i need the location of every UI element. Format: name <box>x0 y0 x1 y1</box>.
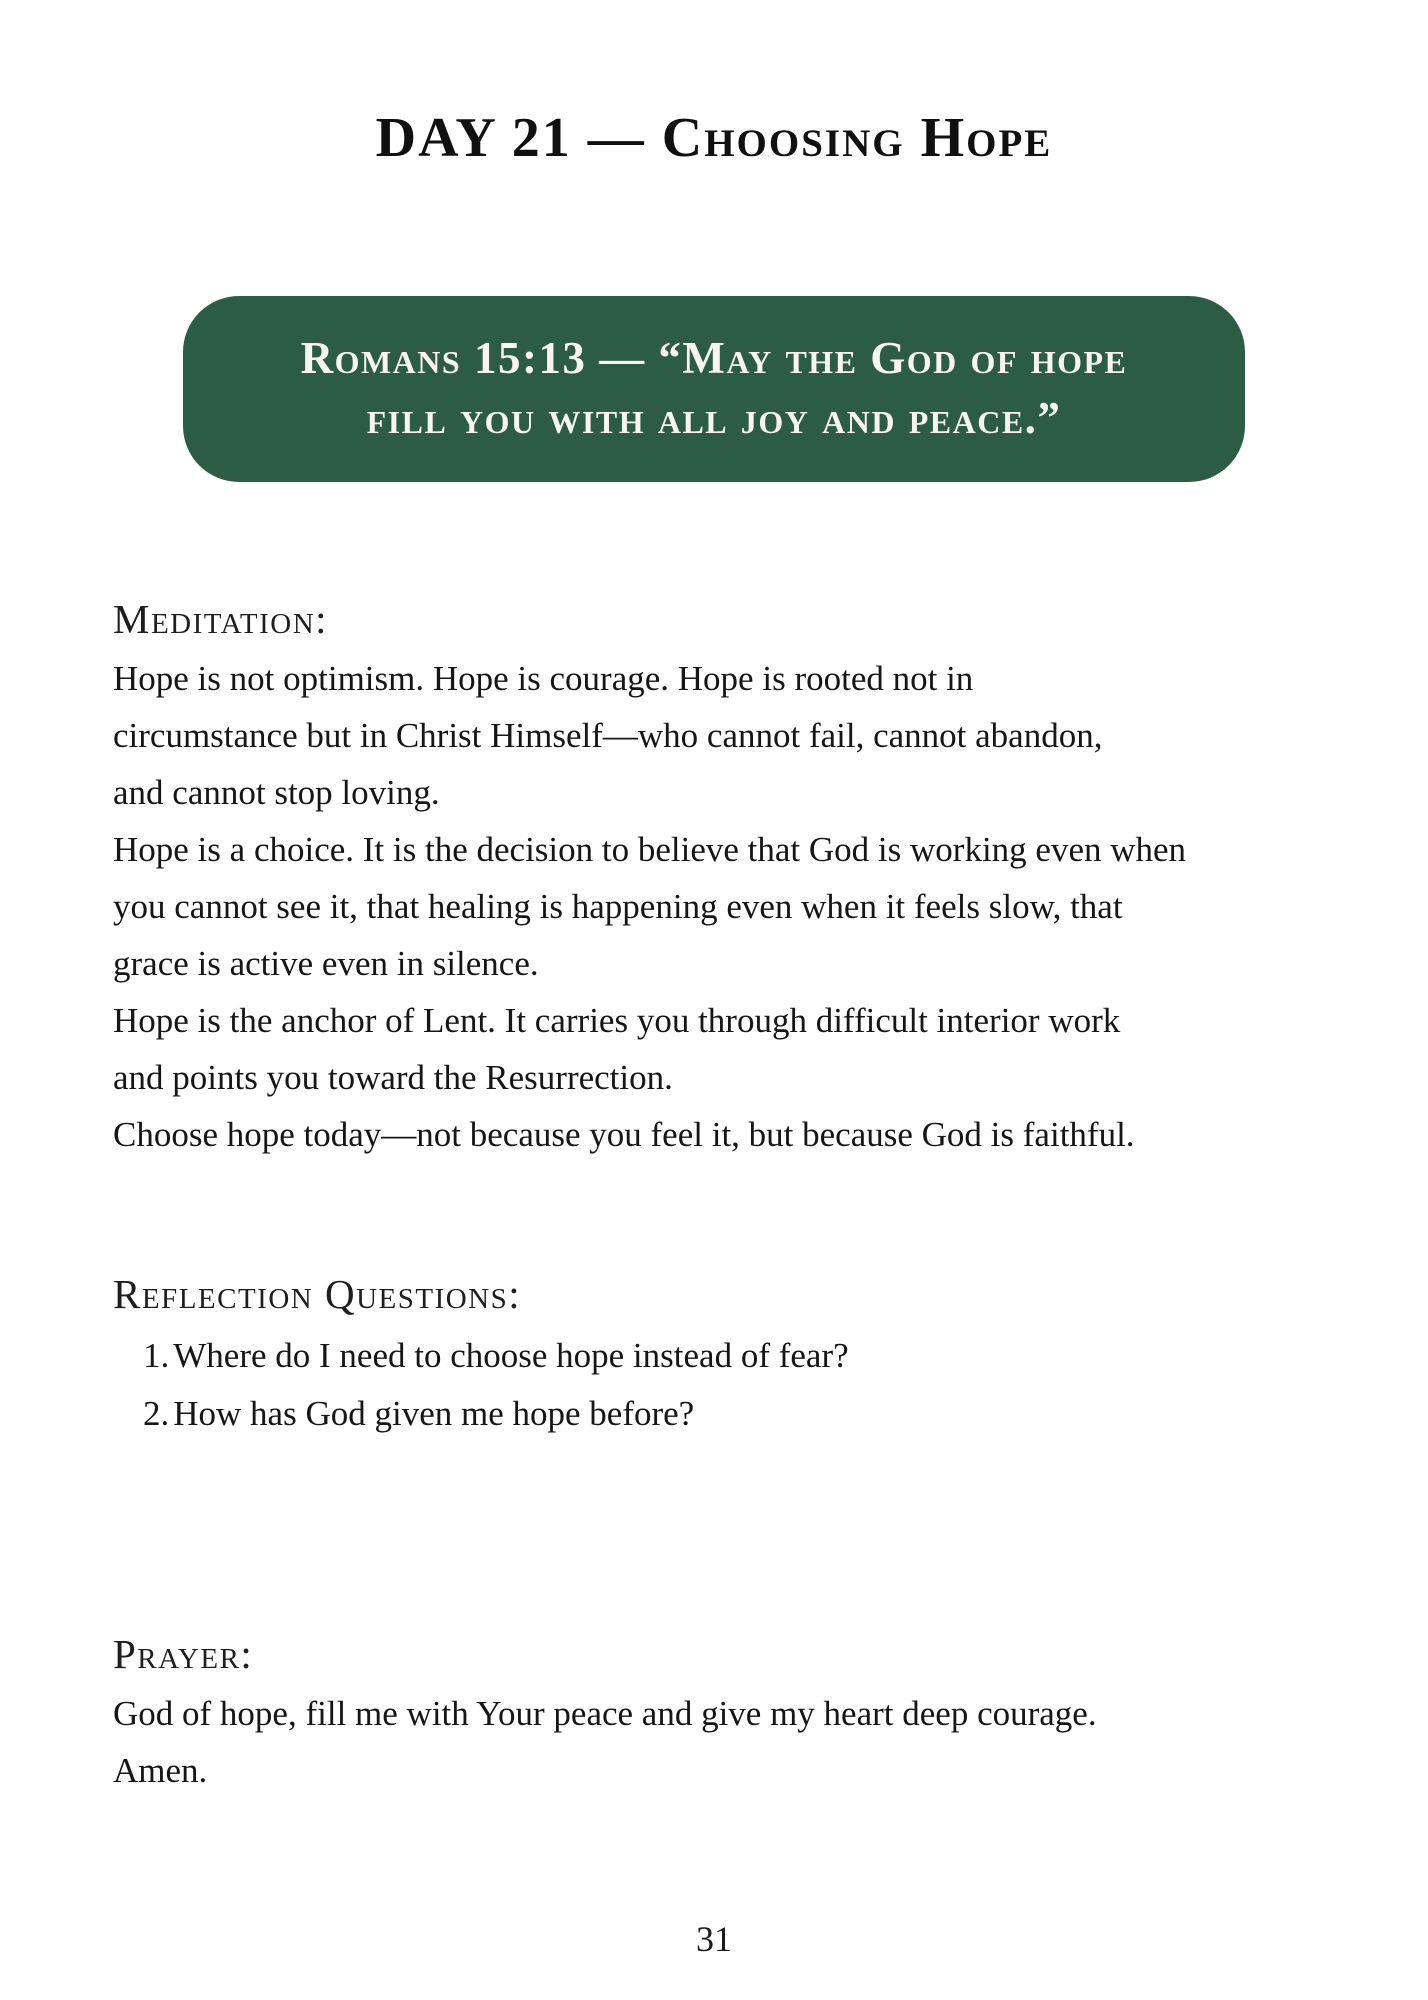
prayer-body <box>113 1685 1315 1799</box>
reflection-questions-heading: Reflection Questions: <box>113 1271 522 1317</box>
scripture-banner <box>183 296 1245 482</box>
meditation-line: grace is active even in silence. <box>113 944 539 983</box>
meditation-heading: Meditation: <box>113 596 329 642</box>
meditation-line: you cannot see it, that healing is happening even when it feels slow, that <box>113 887 1123 926</box>
prayer-line: Amen. <box>113 1751 208 1790</box>
reflection-section <box>113 1269 1315 1443</box>
meditation-line: Hope is not optimism. Hope is courage. Hope is rooted not in <box>113 659 974 698</box>
meditation-body <box>113 650 1315 1163</box>
prayer-heading: Prayer: <box>113 1631 254 1677</box>
meditation-line: Choose hope today—not because you feel it, but because God is faithful. <box>113 1115 1135 1154</box>
prayer-line: God of hope, fill me with Your peace and give my heart deep courage. <box>113 1694 1097 1733</box>
question-number: 2. <box>143 1394 170 1433</box>
meditation-line: and cannot stop loving. <box>113 773 440 812</box>
meditation-line: Hope is a choice. It is the decision to believe that God is working even when <box>113 830 1187 869</box>
question-text: Where do I need to choose hope instead of fear? <box>173 1336 849 1375</box>
question-text: How has God given me hope before? <box>173 1394 695 1433</box>
question-item <box>143 1327 1315 1385</box>
page-number: 31 <box>696 1919 732 1959</box>
meditation-line: circumstance but in Christ Himself—who cannot fail, cannot abandon, <box>113 716 1103 755</box>
page-title: DAY 21 — Choosing Hope <box>375 107 1053 169</box>
scripture-banner-line-1: Romans 15:13 — “May the God of hope <box>300 333 1128 383</box>
scripture-banner-line-2: fill you with all joy and peace.” <box>366 393 1062 443</box>
meditation-line: and points you toward the Resurrection. <box>113 1058 673 1097</box>
prayer-section <box>113 1629 1315 1799</box>
page-content <box>0 594 1428 1799</box>
meditation-line: Hope is the anchor of Lent. It carries you through difficult interior work <box>113 1001 1121 1040</box>
question-item <box>143 1385 1315 1443</box>
question-number: 1. <box>143 1336 170 1375</box>
question-list <box>113 1327 1315 1443</box>
